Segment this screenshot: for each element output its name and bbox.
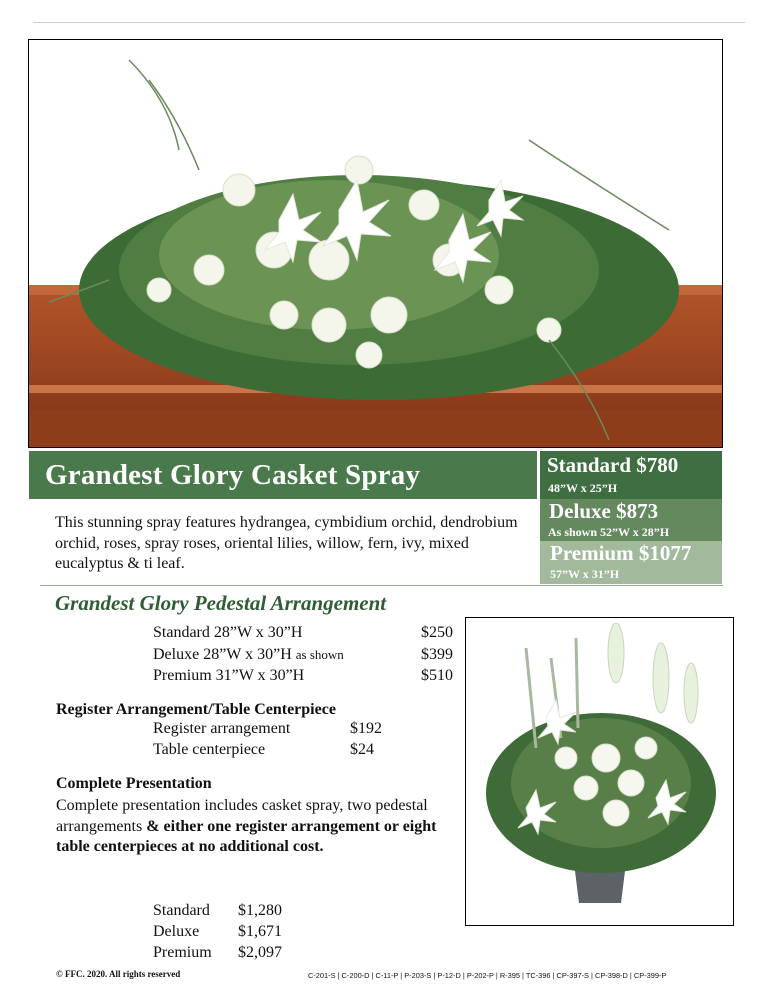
product-codes: C-201-S | C-200-D | C-11-P | P-203-S | P-12-D | P-202-P | R-395 | TC-396 | CP-397-S | CP-398-D | CP-399-P [308,971,667,980]
total-label-deluxe: Deluxe [153,923,200,940]
tier-standard-price: Standard $780 [547,453,679,477]
pedestal-row-premium [153,667,304,685]
top-divider [33,22,745,23]
complete-body-plain: Complete presentation includes casket spray, two pedestal arrangements [56,797,428,835]
tier-standard [540,451,722,499]
pedestal-price-deluxe: $399 [421,646,453,663]
total-price-premium: $2,097 [238,944,282,961]
pedestal-label: Deluxe 28”W x 30”H [153,646,296,663]
total-price-deluxe: $1,671 [238,923,282,940]
pedestal-price-standard: $250 [421,624,453,641]
pedestal-arrangement-photo [465,617,734,926]
pedestal-row-deluxe [153,646,344,664]
tier-deluxe-price: Deluxe $873 [549,499,659,523]
tier-premium-dims: 57”W x 31”H [550,567,620,581]
register-heading: Register Arrangement/Table Centerpiece [56,701,336,718]
tier-standard-dims: 48”W x 25”H [548,481,618,495]
register-row-centerpiece: Table centerpiece [153,741,266,758]
pedestal-label: Standard 28”W x 30”H [153,624,303,641]
total-price-standard: $1,280 [238,902,282,919]
pedestal-note: as shown [295,647,344,662]
complete-body-bold: & either one register arrangement or eight table centerpieces at no additional cost. [56,817,437,855]
tier-premium-price: Premium $1077 [550,541,692,565]
copyright-notice: © FFC. 2020. All rights reserved [56,969,181,979]
pedestal-row-standard [153,624,302,642]
tier-deluxe-dims: As shown 52”W x 28”H [548,525,670,539]
complete-presentation-body [56,796,456,858]
pedestal-price-premium: $510 [421,667,453,684]
casket-spray-photo [28,39,723,448]
register-price-arrangement: $192 [350,720,382,737]
section-divider [40,585,723,586]
product-title-bar [29,451,537,499]
total-label-standard: Standard [153,902,210,919]
tier-deluxe [540,499,722,541]
complete-presentation-heading: Complete Presentation [56,775,212,792]
register-price-centerpiece: $24 [350,741,374,758]
product-description: This stunning spray features hydrangea, cymbidium orchid, dendrobium orchid, roses, spray roses, oriental lilies, willow, fern, ivy, mixed eucalyptus & ti leaf. [55,514,518,572]
total-label-premium: Premium [153,944,212,961]
pedestal-heading: Grandest Glory Pedestal Arrangement [55,591,387,615]
product-title: Grandest Glory Casket Spray [45,459,421,491]
pedestal-label: Premium 31”W x 30”H [153,667,305,684]
tier-premium [540,541,722,584]
register-row-arrangement: Register arrangement [153,720,291,737]
